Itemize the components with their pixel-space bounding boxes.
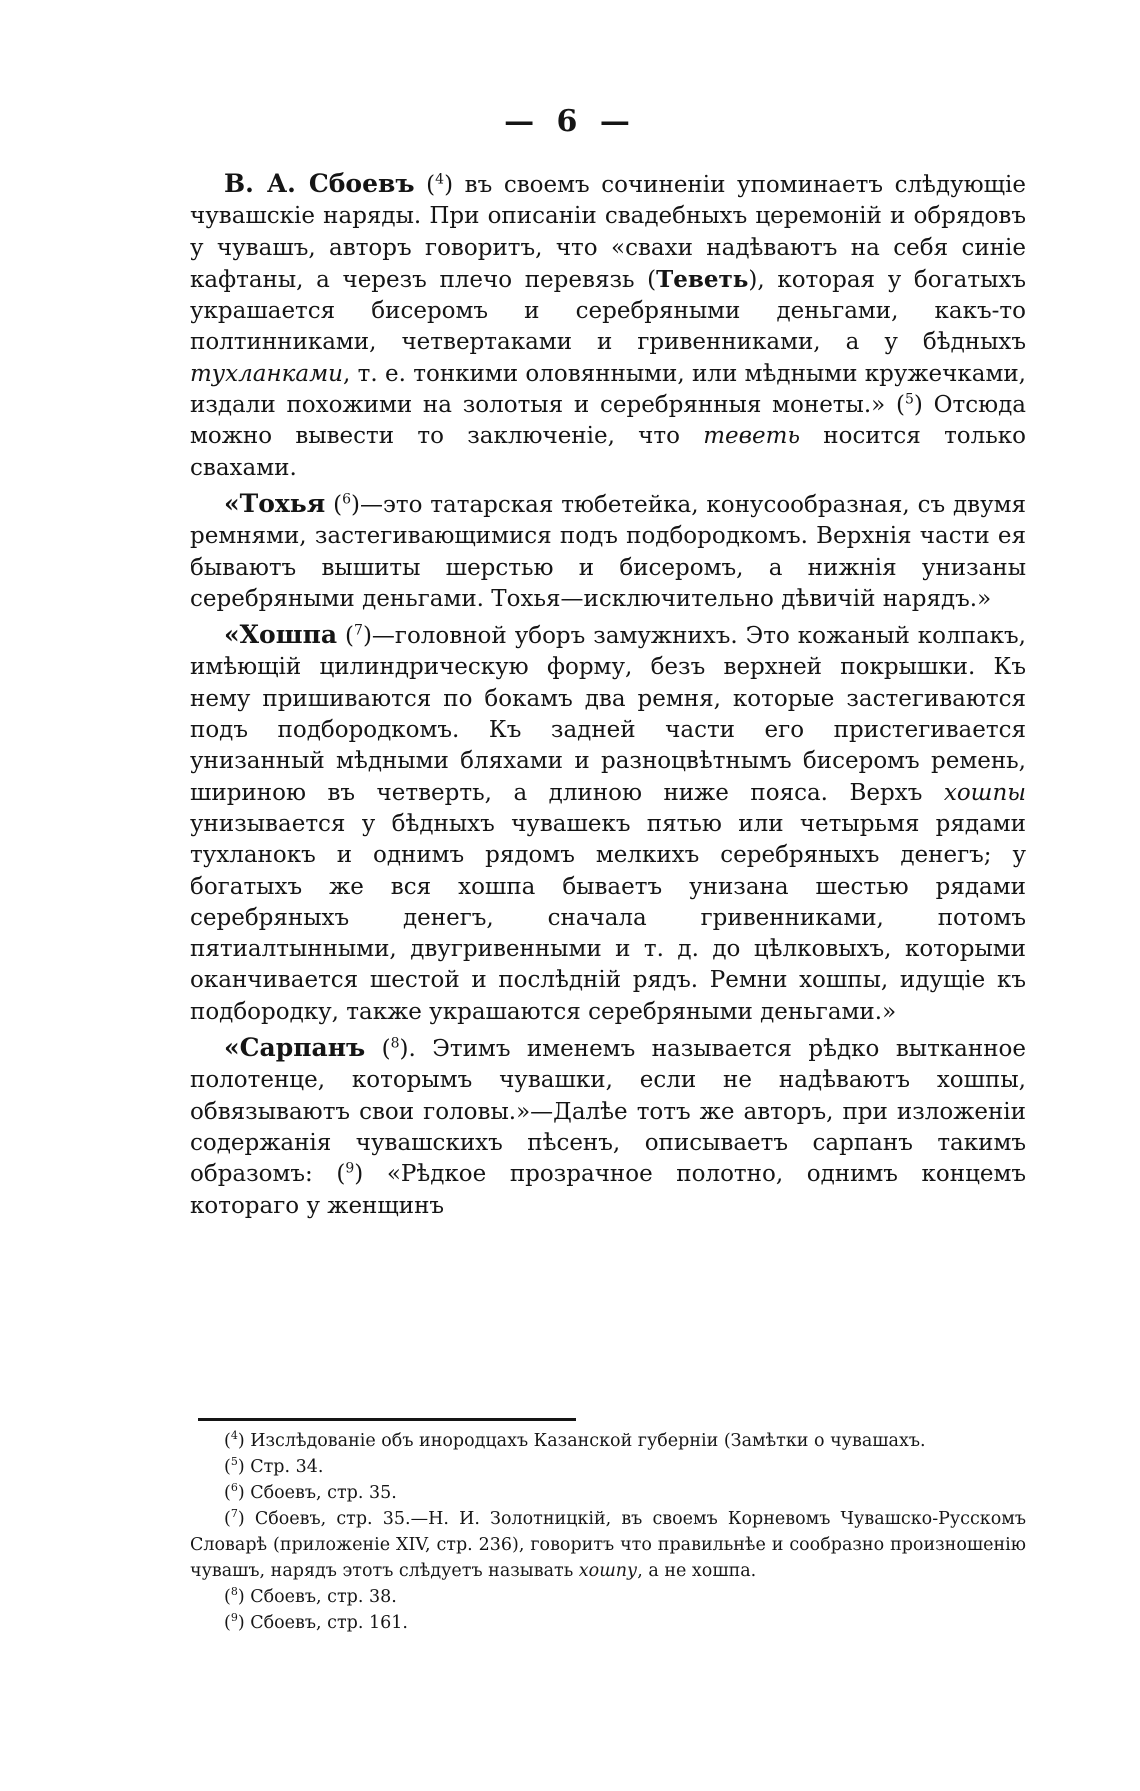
footnote-ref-8: 8 [390,1035,400,1052]
paragraph-khoshpa: «Хошпа ($^7$)—головной уборъ замужнихъ. Это кожаный колпакъ, имѣющій цилиндрическую форму, безъ верхней покрышки. Къ нему пришиваются по бокамъ два ремня, которые застегиваются подъ подбородкомъ. Къ задней части его пристегивается унизанный мѣдными бляхами и разноцвѣтнымъ бисеромъ ремень, шириною въ четверть, а длиною ниже пояса. Верхъ хошпы унизывается у бѣдныхъ чувашекъ пятью или четырьмя рядами тухланокъ и однимъ рядомъ мелкихъ серебряныхъ денегъ; у богатыхъ же вся хошпа бываетъ унизана шестью рядами серебряныхъ денегъ, сначала гривенниками, потомъ пятиалтынными, двугривенными и т. д. до цѣлковыхъ, которыми оканчивается шестой и послѣдній рядъ. Ремни хошпы, идущіе къ подбородку, также украшаются серебряными деньгами.» [190,620,1026,1025]
term-tukhlanki: тухланками [190,360,343,387]
author-name: В. А. Сбоевъ [224,169,415,198]
paragraph-sarpan: «Сарпанъ ($^8$). Этимъ именемъ называется рѣдко вытканное полотенце, которымъ чувашки, если не надѣваютъ хошпы, обвязываютъ свои головы.»—Далѣе тотъ же авторъ, при изложеніи содержанія чувашскихъ пѣсенъ, описываетъ сарпанъ такимъ образомъ: ($^9$) «Рѣдкое прозрачное полотно, однимъ концемъ котораго у женщинъ [190,1033,1026,1219]
footnote-ref-5: 5 [904,391,914,408]
term-khoshpy: хошпы [943,779,1026,806]
page-number: — 6 — [504,104,636,139]
footnote-divider [198,1418,576,1421]
term-khoshpu: хошпу [578,1561,638,1581]
main-text [190,168,1026,1226]
term-sarpan: «Сарпанъ [224,1033,366,1063]
footnote-8: ($^8$) Сбоевъ, стр. 38. [224,1585,397,1607]
footnote-6: ($^6$) Сбоевъ, стр. 35. [224,1481,397,1503]
term-tevet: Теветь [656,265,749,293]
footnote-4: ($^4$) Изслѣдованіе объ инородцахъ Казанской губерніи (Замѣтки о чувашахъ. [224,1429,926,1451]
term-tevet-italic: теветь [703,423,801,450]
term-tokhya: «Тохья [224,488,326,518]
footnote-9: ($^9$) Сбоевъ, стр. 161. [224,1611,408,1633]
footnote-5: ($^5$) Стр. 34. [224,1455,324,1477]
paragraph-tokhya: «Тохья ($^6$)—это татарская тюбетейка, конусообразная, съ двумя ремнями, застегивающимися подъ подбородкомъ. Верхнія части ея бываютъ вышиты шерстью и бисеромъ, а нижнія унизаны серебряными деньгами. Тохья—исключительно дѣвичій нарядъ.» [190,488,1026,612]
footnote-ref-7: 7 [354,622,363,639]
footnote-7: ($^7$) Сбоевъ, стр. 35.—Н. И. Золотницкій, въ своемъ Корневомъ Чувашско-Русскомъ Словарѣ (приложеніе XIV, стр. 236), говоритъ что правильнѣе и сообразно произношенію чувашъ, нарядъ этотъ слѣдуетъ называть хошпу, а не хошпа. [190,1507,1026,1581]
footnote-ref-4: 4 [435,171,445,188]
term-khoshpa: «Хошпа [224,620,338,650]
footnote-ref-6: 6 [342,491,352,508]
footnotes [190,1428,1026,1636]
footnote-ref-9: 9 [345,1160,355,1177]
paragraph-sboev: В. А. Сбоевъ ($^4$) въ своемъ сочиненіи упоминаетъ слѣдующіе чувашскіе наряды. При описаніи свадебныхъ церемоній и обрядовъ у чувашъ, авторъ говоритъ, что «свахи надѣваютъ на себя синіе кафтаны, а черезъ плечо перевязь (Теветь), которая у богатыхъ украшается бисеромъ и серебряными деньгами, какъ-то полтинниками, четвертаками и гривенниками, а у бѣдныхъ тухланками, т. е. тонкими оловянными, или мѣдными кружечками, издали похожими на золотыя и серебрянныя монеты.» ($^5$) Отсюда можно вывести то заключеніе, что теветь носится только свахами. [190,169,1026,481]
